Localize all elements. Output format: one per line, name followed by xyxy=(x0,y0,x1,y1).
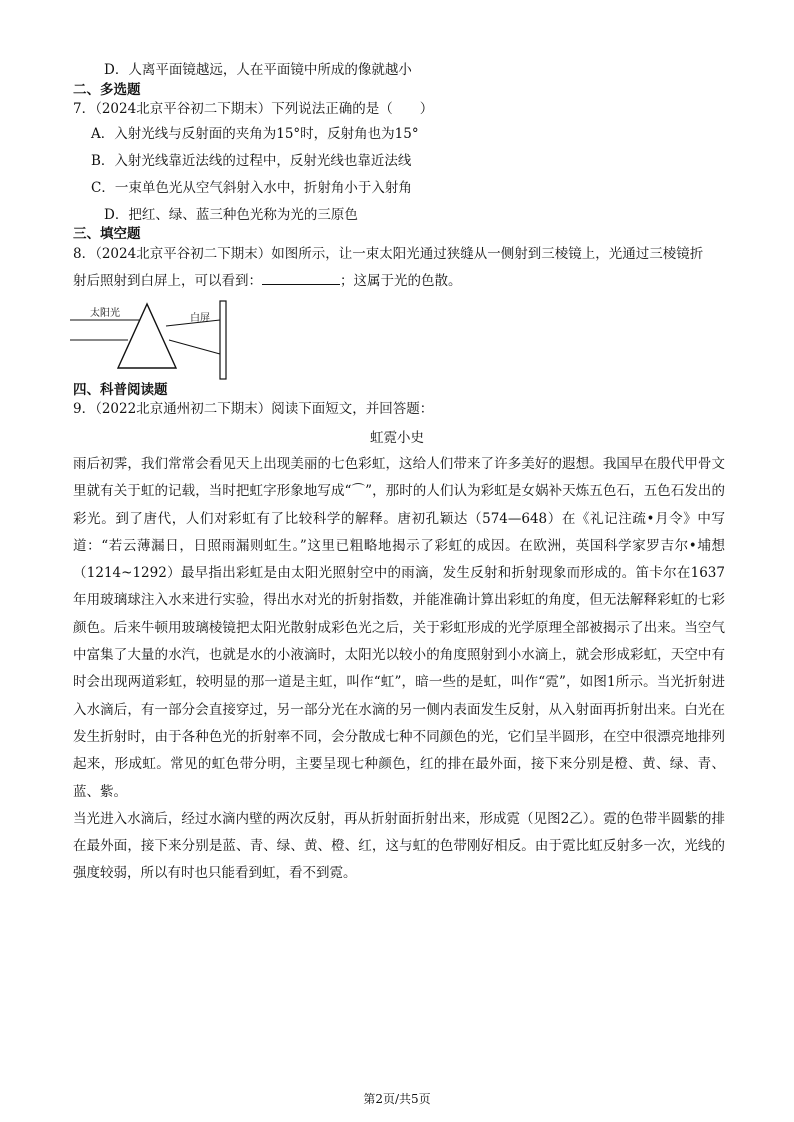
article-paragraph-2: 当光进入水滴后，经过水滴内壁的两次反射，再从折射面折射出来，形成霓（见图2乙）。霓的色带半圆紫的排在最外面，接下来分别是蓝、青、绿、黄、橙、红，这与虹的色带刚好相反。由于霓比虹反射多一次，光线的强度较弱，所以有时也只能看到虹，看不到霓。 xyxy=(73,810,725,882)
q7-stem: 7．（2024北京平谷初二下期末）下列说法正确的是（ ） xyxy=(73,101,434,117)
q8-line1: 8．（2024北京平谷初二下期末）如图所示，让一束太阳光通过狭缝从一侧射到三棱镜上，光通过三棱镜折 xyxy=(73,246,704,262)
article-body xyxy=(73,451,725,888)
q7-option-a: A．入射光线与反射面的夹角为15°时，反射角也为15° xyxy=(91,126,419,142)
article-title: 虹霓小史 xyxy=(370,430,424,446)
section-title-reading: 四、科普阅读题 xyxy=(73,382,168,398)
q8-line2-before: 射后照射到白屏上，可以看到： xyxy=(73,273,262,289)
white-screen xyxy=(220,301,226,379)
q8-line2-after: ；这属于光的色散。 xyxy=(340,273,462,289)
q7-option-c: C．一束单色光从空气斜射入水中，折射角小于入射角 xyxy=(91,180,412,196)
q8-line2 xyxy=(73,270,462,291)
q7-option-d: D．把红、绿、蓝三种色光称为光的三原色 xyxy=(104,207,358,223)
label-screen: 白屏 xyxy=(190,313,210,324)
article-paragraph-1: 雨后初霁，我们常常会看见天上出现美丽的七色彩虹，这给人们带来了许多美好的遐想。我国早在殷代甲骨文里就有关于虹的记载，当时把虹字形象地写成“⌒”，那时的人们认为彩虹是女娲补天炼五色石，五色石发出的彩光。到了唐代，人们对彩虹有了比较科学的解释。唐初孔颖达（574—648）在《礼记注疏•月令》中写道：“若云薄漏日，日照雨漏则虹生。”这里已粗略地揭示了彩虹的成因。在欧洲，英国科学家罗吉尔•埔想（1214~1292）最早指出彩虹是由太阳光照射空中的雨滴，发生反射和折射现象而形成的。笛卡尔在1637年用玻璃球注入水来进行实验，得出水对光的折射指数，并能准确计算出彩虹的角度，但无法解释彩虹的七彩颜色。后来牛顿用玻璃棱镜把太阳光散射成彩色光之后，关于彩虹形成的光学原理全部被揭示了出来。当空气中富集了大量的水汽，也就是水的小液滴时，太阳光以较小的角度照射到小水滴上，就会形成彩虹，天空中有时会出现两道彩虹，较明显的那一道是主虹，叫作“虹”，暗一些的是虹，叫作“霓”，如图1所示。当光折射进入水滴后，有一部分会直接穿过，另一部分光在水滴的另一侧内表面发生反射，从入射面再折射出来。白光在发生折射时，由于各种色光的折射率不同，会分散成七种不同颜色的光，它们呈半圆形，在空中很漂亮地排列起来，形成虹。常见的虹色带分明，主要呈现七种颜色，红的排在最外面，接下来分别是橙、黄、绿、青、蓝、紫。 xyxy=(73,456,725,800)
section-title-fill-blank: 三、填空题 xyxy=(73,226,141,242)
q8-answer-blank xyxy=(262,270,340,285)
label-sunlight: 太阳光 xyxy=(90,308,120,319)
dispersed-ray-bottom xyxy=(169,340,220,354)
prism xyxy=(118,304,176,368)
page-footer: 第2页/共5页 xyxy=(363,1092,431,1106)
prism-dispersion-figure xyxy=(70,296,240,380)
q9-stem: 9．（2022北京通州初二下期末）阅读下面短文，并回答题： xyxy=(73,401,434,417)
q6-option-d: D．人离平面镜越远，人在平面镜中所成的像就越小 xyxy=(104,62,412,78)
section-title-multiple-choice: 二、多选题 xyxy=(73,82,141,98)
q7-option-b: B．入射光线靠近法线的过程中，反射光线也靠近法线 xyxy=(91,153,412,169)
